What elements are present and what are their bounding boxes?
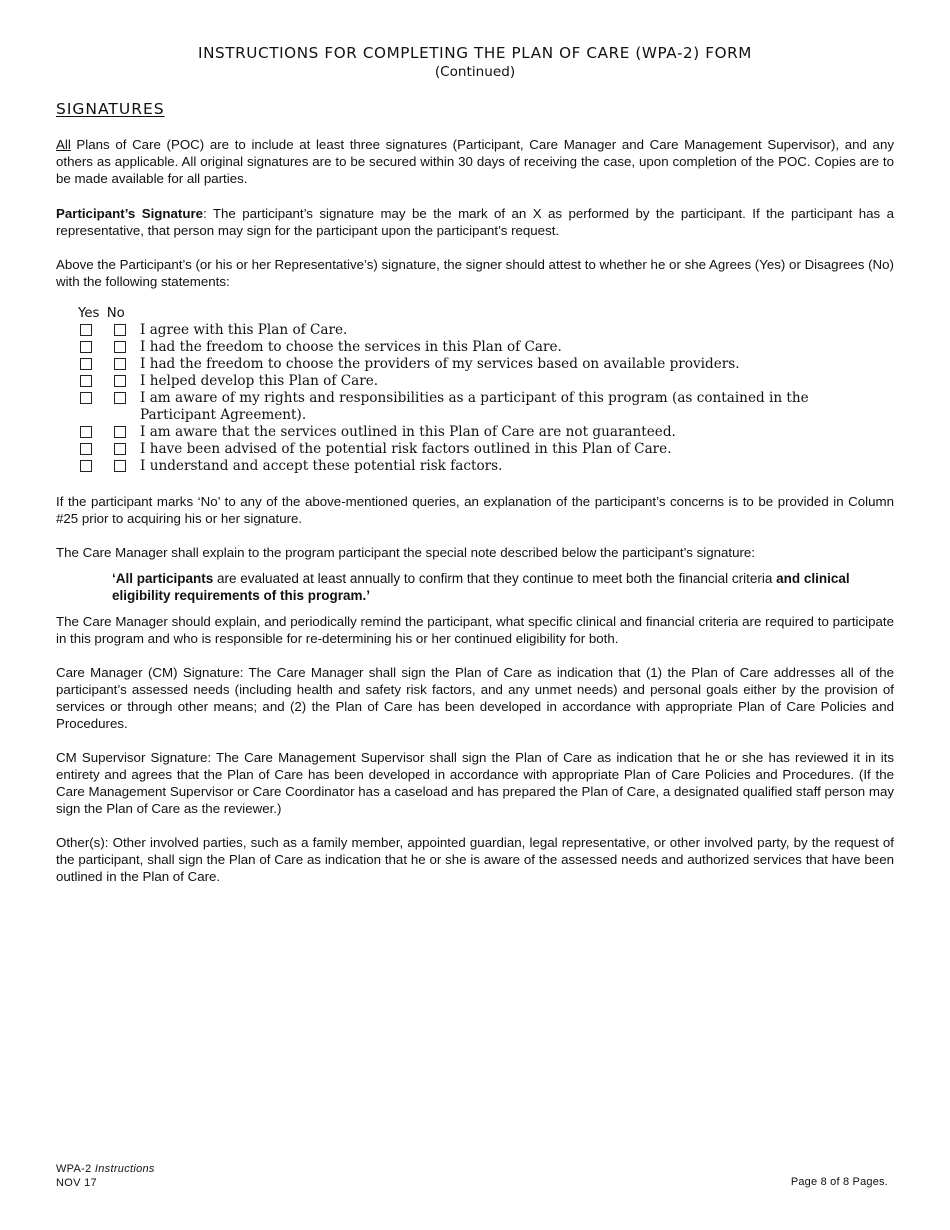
yes-column-label: Yes — [78, 306, 100, 321]
no-checkbox[interactable] — [114, 392, 126, 404]
cm-signature-paragraph: Care Manager (CM) Signature: The Care Manager shall sign the Plan of Care as indication that (1) the Plan of Care addresses all of the participant’s assessed needs (including health and safety risk factors, and any unmet needs) and personal goals either by the provision of services or through other means; and (2) the Plan of Care has been developed in accordance with appropriate Plan of Care Policies and Procedures. — [56, 665, 894, 731]
yes-checkbox[interactable] — [80, 426, 92, 438]
remind-paragraph: The Care Manager should explain, and periodically remind the participant, what specific clinical and financial criteria are required to participate in this program and who is responsible for re-determining his or her continued eligibility for both. — [56, 614, 894, 646]
checklist-row — [78, 373, 838, 390]
yes-checkbox[interactable] — [80, 392, 92, 404]
footer-page-number: Page 8 of 8 Pages. — [790, 1176, 888, 1188]
special-note-bold-start: ‘All participants — [112, 571, 214, 586]
checklist-row — [78, 458, 838, 475]
statement-text: I am aware that the services outlined in this Plan of Care are not guaranteed. — [140, 424, 676, 440]
statement-text: I have been advised of the potential risk factors outlined in this Plan of Care. — [140, 441, 672, 457]
all-underlined: All — [56, 137, 71, 152]
no-column-label: No — [106, 306, 125, 321]
statement-text: I agree with this Plan of Care. — [140, 322, 348, 338]
statement-checklist — [78, 322, 838, 475]
statement-text: I helped develop this Plan of Care. — [140, 373, 379, 389]
participant-signature-label: Participant’s Signature — [56, 206, 204, 221]
yes-checkbox[interactable] — [80, 358, 92, 370]
footer-date: NOV 17 — [56, 1177, 97, 1189]
section-heading-signatures: SIGNATURES — [56, 100, 165, 118]
checklist-row — [78, 339, 838, 356]
attest-paragraph: Above the Participant’s (or his or her Representative’s) signature, the signer should attest to whether he or she Agrees (Yes) or Disagrees (No) with the following statements: — [56, 257, 894, 289]
checklist-row — [78, 424, 838, 441]
no-checkbox[interactable] — [114, 443, 126, 455]
no-checkbox[interactable] — [114, 324, 126, 336]
checklist-row — [78, 356, 838, 373]
footer-form-label: Instructions — [94, 1163, 155, 1175]
participant-signature-text: : The participant’s signature may be the mark of an X as performed by the participant. If the participant has a representative, that person may sign for the participant upon the participant’s request. — [56, 206, 894, 238]
special-note-intro: The Care Manager shall explain to the program participant the special note described below the participant’s signature: — [56, 545, 755, 560]
special-note-middle: are evaluated at least annually to confirm that they continue to meet both the financial criteria — [213, 571, 777, 586]
no-checkbox[interactable] — [114, 375, 126, 387]
intro-paragraph — [56, 136, 894, 187]
checklist-row — [78, 441, 838, 458]
statement-text: I had the freedom to choose the services in this Plan of Care. — [140, 339, 562, 355]
footer-form-id — [56, 1162, 155, 1176]
intro-text: Plans of Care (POC) are to include at least three signatures (Participant, Care Manager and Care Management Supervisor), and any others as applicable. All original signatures are to be secured within 30 days of receiving the case, upon completion of the POC. Copies are to be made available for all parties. — [56, 137, 894, 186]
yes-checkbox[interactable] — [80, 324, 92, 336]
checklist-row — [78, 390, 838, 424]
no-checkbox[interactable] — [114, 341, 126, 353]
special-note-quote — [112, 570, 892, 604]
yes-checkbox[interactable] — [80, 375, 92, 387]
page-subtitle: (Continued) — [434, 64, 516, 80]
participant-signature-paragraph — [56, 205, 894, 239]
statement-text: I had the freedom to choose the providers of my services based on available providers. — [140, 356, 740, 372]
special-note-bold-end: and clinical eligibility requirements of this program.’ — [112, 571, 850, 603]
statement-text: I understand and accept these potential risk factors. — [140, 458, 503, 474]
no-checkbox[interactable] — [114, 426, 126, 438]
footer-form-info — [56, 1162, 155, 1190]
no-checkbox[interactable] — [114, 358, 126, 370]
checklist-header — [78, 306, 125, 321]
page-title: INSTRUCTIONS FOR COMPLETING THE PLAN OF CARE (WPA-2) FORM — [197, 44, 752, 62]
yes-checkbox[interactable] — [80, 443, 92, 455]
others-signature-paragraph: Other(s): Other involved parties, such as a family member, appointed guardian, legal representative, or other involved party, by the request of the participant, shall sign the Plan of Care as indication that he or she is aware of the assessed needs and authorized services that have been outlined in the Plan of Care. — [56, 835, 894, 884]
yes-checkbox[interactable] — [80, 460, 92, 472]
checklist-row — [78, 322, 838, 339]
statement-text: I am aware of my rights and responsibilities as a participant of this program (as contained in the Participant Agreement). — [140, 390, 809, 423]
cm-supervisor-signature-paragraph: CM Supervisor Signature: The Care Management Supervisor shall sign the Plan of Care as indication that he or she has reviewed it in its entirety and agrees that the Plan of Care has been developed in accordance with appropriate Plan of Care Policies and Procedures. (If the Care Management Supervisor or Care Coordinator has a caseload and has prepared the Plan of Care, a designated qualified staff person may sign the Plan of Care as the reviewer.) — [56, 750, 894, 816]
footer-form-code: WPA-2 — [56, 1163, 95, 1175]
yes-checkbox[interactable] — [80, 341, 92, 353]
no-checkbox[interactable] — [114, 460, 126, 472]
no-explanation-paragraph: If the participant marks ‘No’ to any of the above-mentioned queries, an explanation of the participant’s concerns is to be provided in Column #25 prior to acquiring his or her signature. — [56, 494, 894, 526]
